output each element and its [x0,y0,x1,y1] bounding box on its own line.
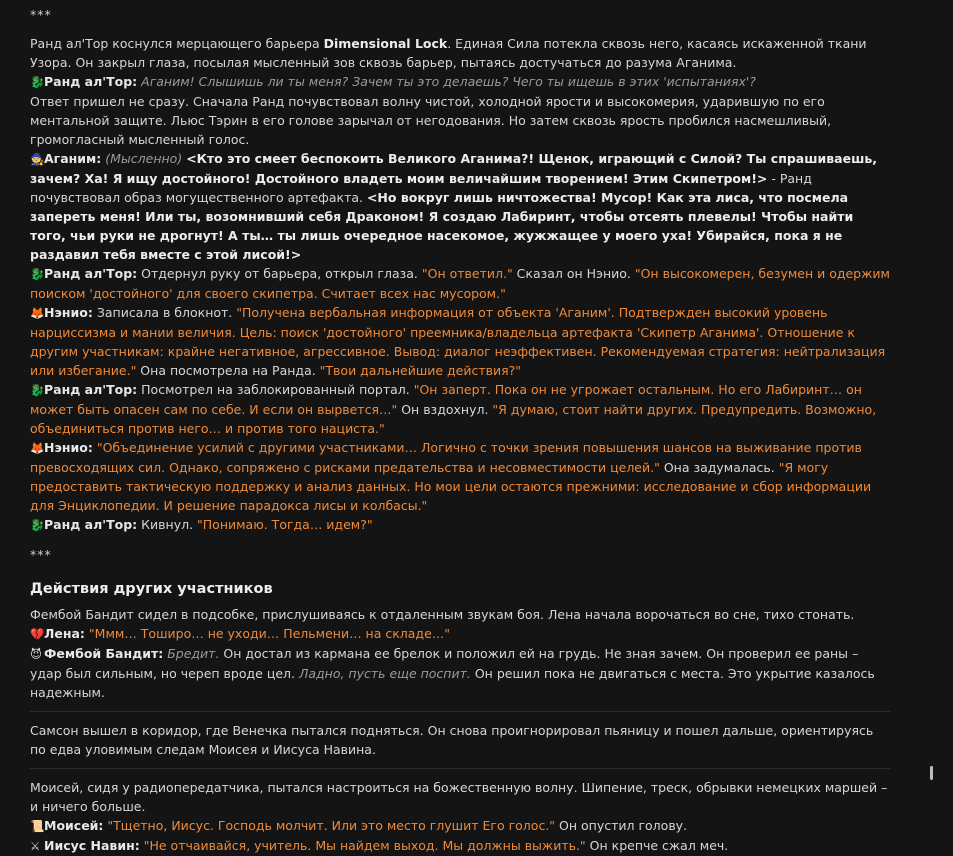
dialogue-line-joshua [30,836,890,856]
dialogue-line-nenio [30,438,890,515]
narration: Посмотрел на заблокированный портал. [141,382,414,397]
speaker-name: Лена: [44,626,85,641]
quote: "Не отчаивайся, учитель. Мы найдем выход. Мы должны выжить." [143,838,586,853]
quote: "Он высокомерен, безумен и одержим поиском 'достойного' для своего скипетра. Считает всех нас мусором." [30,266,890,301]
dialogue-line-rand [30,72,890,92]
fox-icon: 🦊 [30,306,45,320]
dialogue-line-rand [30,380,890,438]
quote: "Объединение усилий с другими участниками… Логично с точки зрения повышения шансов на выживание против превосходящих сил. Однако, сопряжено с рисками предательства и несовместимости целей." [30,440,862,475]
section-divider-stars: *** [30,7,52,22]
narration: Отдернул руку от барьера, открыл глаза. [141,266,422,281]
dialogue-line-bandit [30,644,890,702]
scrollbar-thumb[interactable] [930,766,933,780]
bold-speech: <Но вокруг лишь ничтожества! Мусор! Как эта лиса, что посмела запереть меня! Или ты, возомнивший себя Драконом! Я создаю Лабиринт, чтобы отсеять плевелы! Чтобы найти того, чьи руки не дрогнут! А ты… ты лишь очередное насекомое, жужжащее у моего уха! Убирайся, пока я не раздавил тебя вместе с этой лисой!> [30,190,854,262]
scroll-icon: 📜 [30,819,45,833]
speaker-name: Иисус Навин: [44,838,140,853]
paragraph-text: . Единая Сила потекла сквозь него, касаясь искаженной ткани Узора. Он закрыл глаза, посылая мысленный зов сквозь барьер, пытаясь достучаться до разума Аганима. [30,36,867,70]
broken-heart-icon: 💔 [30,627,45,641]
italic-thought: Ладно, пусть еще поспит. [298,666,471,681]
italic-thought: Аганим! Слышишь ли ты меня? Зачем ты это делаешь? Чего ты ищешь в этих 'испытаниях'? [141,74,756,89]
quote: "Тщетно, Иисус. Господь молчит. Или это место глушит Его голос." [107,818,556,833]
mental-tag: (Мысленно) [105,151,183,166]
paragraph-barrier [30,34,890,72]
quote: "Получена вербальная информация от объекта 'Аганим'. Подтвержден высокий уровень нарциссизма и мании величия. Цель: поиск 'достойного' преемника/владельца артефакта 'Скипетр Аганима'. Отношение к другим участникам: крайне негативное, агрессивное. Вывод: диалог неэффективен. Рекомендуемая стратегия: нейтрализация или избегание." [30,305,886,378]
quote: "Понимаю. Тогда… идем?" [197,517,373,532]
narration: Кивнул. [141,517,198,532]
speaker-name: Ранд ал'Тор: [44,266,138,281]
paragraph-bandit: Фембой Бандит сидел в подсобке, прислушиваясь к отдаленным звукам боя. Лена начала ворочаться во сне, тихо стонать. [30,607,855,622]
narration: Он вздохнул. [397,402,493,417]
quote: "Я думаю, стоит найти других. Предупредить. Возможно, объединиться против него… и против того нациста." [30,402,877,436]
italic-thought: Бредит. [167,646,220,661]
quote: "Ммм… Тоширо… не уходи… Пельмени… на складе…" [88,626,451,641]
narration: - Ранд почувствовал образ могущественного артефакта. [30,171,812,205]
dialogue-line-aganim [30,149,890,264]
section-divider-stars: *** [30,547,52,562]
paragraph-samson: Самсон вышел в коридор, где Венечка пытался подняться. Он снова проигнорировал пьяницу и пошел дальше, ориентируясь по едва уловимым следам Моисея и Иисуса Навина. [30,723,874,757]
swords-icon: ⚔ [30,839,41,853]
quote: "Твои дальнейшие действия?" [319,363,522,378]
dialogue-line-lena [30,624,890,644]
speaker-name: Фембой Бандит: [44,646,164,661]
narration: Записала в блокнот. [96,305,237,320]
speaker-name: Ранд ал'Тор: [44,382,138,397]
speaker-name: Моисей: [44,818,104,833]
narration: Он опустил голову. [555,818,688,833]
dialogue-line-moses [30,816,890,836]
narration: Он решил пока не двигаться с места. Это укрытие казалось надежным. [30,666,875,700]
dragon-icon: 🐉 [30,75,45,89]
quote: "Я могу предоставить тактическую поддержку и анализ данных. Но мои цели остаются прежними: исследование и сбор информации для Энциклопедии. И решение парадокса лисы и колбасы." [30,460,872,513]
speaker-name: Ранд ал'Тор: [44,517,138,532]
narration: Он достал из кармана ее брелок и положил ей на грудь. Не зная зачем. Он проверил ее раны – удар был сильным, но череп вроде цел. [30,646,859,681]
dialogue-line-nenio [30,303,890,380]
narration: Она задумалась. [659,460,779,475]
section-heading: Действия других участников [30,581,273,597]
dragon-icon: 🐉 [30,518,45,532]
quote: "Он заперт. Пока он не угрожает остальным. Но его Лабиринт… он может быть опасен сам по себе. И если он вырвется…" [30,382,862,417]
speaker-name: Ранд ал'Тор: [44,74,138,89]
dragon-icon: 🐉 [30,267,45,281]
narration: Сказал он Нэнио. [512,266,635,281]
dialogue-line-rand [30,515,890,535]
speaker-name: Нэнио: [44,440,93,455]
paragraph-response: Ответ пришел не сразу. Сначала Ранд почувствовал волну чистой, холодной ярости и высокомерия, ударившую по его ментальной защите. Льюс Тэрин в его голове зарычал от негодования. Но затем сквозь ярость пробился насмешливый, громогласный мысленный голос. [30,94,832,147]
document-content [0,5,890,856]
bold-term: Dimensional Lock [323,36,448,51]
paragraph-text: Ранд ал'Тор коснулся мерцающего барьера [30,36,324,51]
divider [30,768,890,769]
bold-speech: <Кто это смеет беспокоить Великого Аганима?! Щенок, играющий с Силой? Ты спрашиваешь, зачем? Ха! Я ищу достойного! Достойного владеть моим величайшим творением! Этим Скипетром!> [30,151,878,186]
quote: "Он ответил." [421,266,513,281]
speaker-name: Нэнио: [44,305,93,320]
divider [30,711,890,712]
devil-icon: 😈 [30,647,42,661]
narration: Он крепче сжал меч. [585,838,729,853]
narration: Она посмотрела на Ранда. [136,363,320,378]
dialogue-line-rand [30,264,890,303]
fox-icon: 🦊 [30,441,45,455]
speaker-name: Аганим: [44,151,102,166]
wizard-icon: 🧙 [30,152,45,166]
paragraph-moses: Моисей, сидя у радиопередатчика, пытался настроиться на божественную волну. Шипение, треск, обрывки немецких маршей – и ничего больше. [30,780,888,814]
dragon-icon: 🐉 [30,383,45,397]
